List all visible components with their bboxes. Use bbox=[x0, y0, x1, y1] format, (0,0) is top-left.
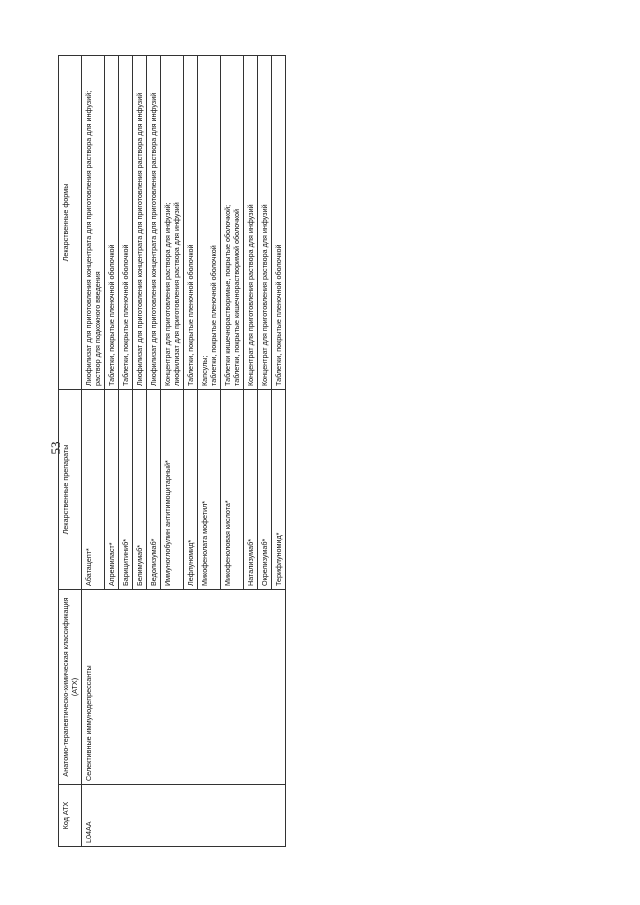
drug-table bbox=[58, 55, 286, 847]
dosage-forms-cell bbox=[119, 56, 133, 390]
header-classification: Анатомо-терапевтическо-химическая классификация (АТХ) bbox=[59, 590, 82, 785]
dosage-forms-cell bbox=[147, 56, 161, 390]
drug-name-cell: Ведолизумаб* bbox=[147, 390, 161, 590]
dosage-forms-cell bbox=[105, 56, 119, 390]
rotated-content bbox=[58, 56, 576, 847]
header-forms: Лекарственные формы bbox=[59, 56, 82, 390]
dosage-forms-cell bbox=[161, 56, 184, 390]
dosage-form-text: лиофилизат для приготовления раствора для инфузий bbox=[172, 202, 181, 386]
drug-name-cell: Барицитиниб* bbox=[119, 390, 133, 590]
dosage-form-text: Таблетки, покрытые пленочной оболочкой bbox=[274, 244, 283, 386]
dosage-forms-cell bbox=[258, 56, 272, 390]
page-number: 53 bbox=[48, 441, 63, 455]
drug-name-cell: Окрелизумаб* bbox=[258, 390, 272, 590]
drug-name-cell: Микофеноловая кислота* bbox=[221, 390, 244, 590]
document-table-wrapper bbox=[58, 56, 576, 847]
atc-code-cell: L04AA bbox=[82, 785, 286, 847]
atc-classification-cell: Селективные иммунодепрессанты bbox=[82, 590, 286, 785]
drug-name-cell: Терифлуномид* bbox=[272, 390, 286, 590]
dosage-forms-cell bbox=[184, 56, 198, 390]
dosage-form-text: Капсулы; bbox=[200, 355, 209, 386]
drug-name-cell: Абатацепт* bbox=[82, 390, 105, 590]
drug-name-cell: Апремиласт* bbox=[105, 390, 119, 590]
dosage-form-text: Концентрат для приготовления раствора для инфузий; bbox=[163, 202, 172, 386]
header-drugs: Лекарственные препараты bbox=[59, 390, 82, 590]
dosage-form-text: раствор для подкожного введения bbox=[93, 271, 102, 386]
dosage-form-text: Таблетки, покрытые пленочной оболочкой bbox=[107, 244, 116, 386]
dosage-form-text: Лиофилизат для приготовления концентрата для приготовления раствора для инфузий; bbox=[84, 90, 93, 386]
drug-name-cell: Белимумаб* bbox=[133, 390, 147, 590]
dosage-form-text: Лиофилизат для приготовления концентрата для приготовления раствора для инфузий bbox=[135, 92, 144, 386]
table-header-row bbox=[59, 56, 82, 847]
dosage-forms-cell bbox=[198, 56, 221, 390]
header-code: Код АТХ bbox=[59, 785, 82, 847]
drug-name-cell: Микофенолата мофетил* bbox=[198, 390, 221, 590]
dosage-form-text: Таблетки, покрытые пленочной оболочкой bbox=[121, 244, 130, 386]
table-row bbox=[82, 56, 105, 847]
dosage-forms-cell bbox=[244, 56, 258, 390]
dosage-forms-cell bbox=[133, 56, 147, 390]
dosage-form-text: Концентрат для приготовления раствора для инфузий bbox=[260, 204, 269, 386]
dosage-form-text: Таблетки кишечнорастворимые, покрытые оболочкой; bbox=[223, 204, 232, 386]
dosage-form-text: таблетки, покрытые пленочной оболочкой bbox=[209, 245, 218, 386]
dosage-form-text: таблетки, покрытые кишечнорастворимой оболочкой bbox=[232, 208, 241, 386]
dosage-form-text: Концентрат для приготовления раствора для инфузий bbox=[246, 204, 255, 386]
table-body bbox=[82, 56, 286, 847]
dosage-forms-cell bbox=[272, 56, 286, 390]
drug-name-cell: Натализумаб* bbox=[244, 390, 258, 590]
drug-name-cell: Лефлуномид* bbox=[184, 390, 198, 590]
dosage-forms-cell bbox=[82, 56, 105, 390]
dosage-form-text: Таблетки, покрытые пленочной оболочкой bbox=[186, 244, 195, 386]
dosage-form-text: Лиофилизат для приготовления концентрата для приготовления раствора для инфузий bbox=[149, 92, 158, 386]
dosage-forms-cell bbox=[221, 56, 244, 390]
drug-name-cell: Иммуноглобулин антитимоцитарный* bbox=[161, 390, 184, 590]
